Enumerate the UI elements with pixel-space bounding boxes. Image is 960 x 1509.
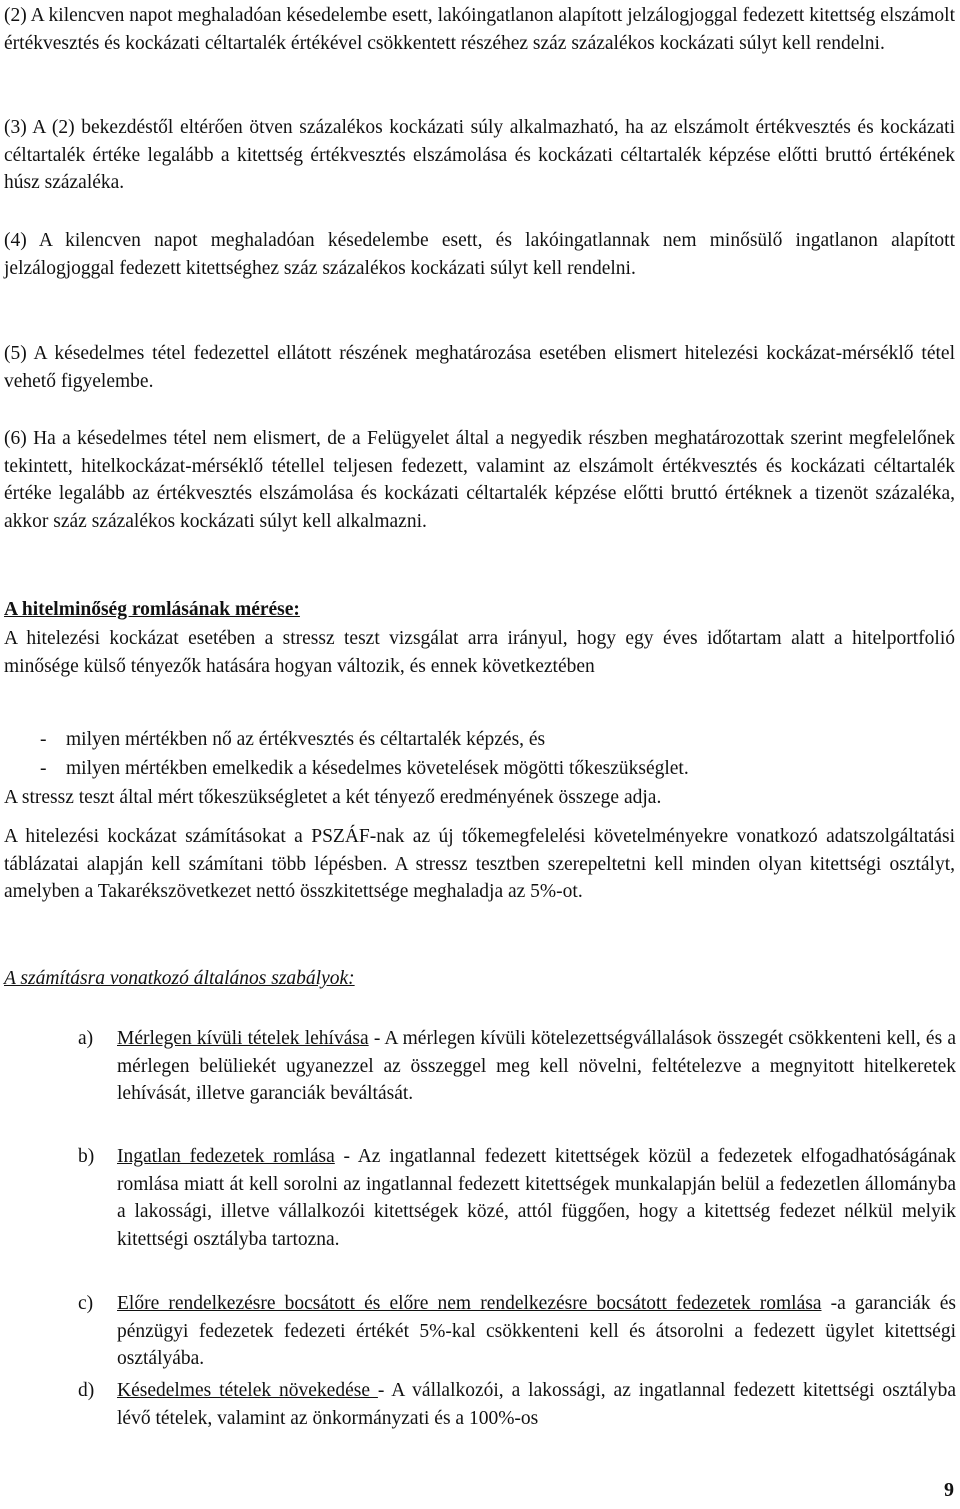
credit-summary: A stressz teszt által mért tőkeszükségletet a két tényező eredményének összege adja. bbox=[4, 787, 662, 808]
dash-item-text: milyen mértékben emelkedik a késedelmes követelések mögötti tőkeszükséglet. bbox=[66, 758, 689, 779]
paragraph-4: (4) A kilencven napot meghaladóan késedelembe esett, és lakóingatlannak nem minősülő ingatlanon alapított jelzálogjoggal fedezett kitettséghez száz százalékos kockázati súlyt kell rendelni. bbox=[4, 230, 955, 279]
rule-item-c bbox=[78, 1290, 956, 1373]
rule-item-term: Ingatlan fedezetek romlása bbox=[117, 1146, 335, 1167]
rule-item-label: a) bbox=[78, 1028, 94, 1049]
paragraph-2: (2) A kilencven napot meghaladóan késedelembe esett, lakóingatlanon alapított jelzálogjoggal fedezett kitettség elszámolt értékvesztés és kockázati céltartalék értékével csökkentett részéhez száz százalékos kockázati súlyt kell rendelni. bbox=[4, 5, 955, 54]
rule-item-a bbox=[78, 1025, 956, 1108]
dash-item bbox=[40, 755, 940, 783]
rule-item-text: - Az ingatlannal fedezett kitettségek közül a fedezetek elfogadhatóságának romlása miatt át kell sorolni az ingatlannal fedezett kitettségek munkalapján belül a fedezetlen állományba a lakossági, illetve vállalkozói kitettségek közé, attól függően, hogy a kitettség fedezet nélkül melyik kitettségi osztályba tartozna. bbox=[117, 1146, 956, 1250]
credit-intro: A hitelezési kockázat esetében a stressz teszt vizsgálat arra irányul, hogy egy éves időtartam alatt a hitelportfolió minősége külső tényezők hatására hogyan változik, és ennek következtében bbox=[4, 628, 955, 677]
rule-item-term: Késedelmes tételek növekedése bbox=[117, 1380, 378, 1401]
rule-item-label: c) bbox=[78, 1293, 94, 1314]
rule-item-term: Mérlegen kívüli tételek lehívása bbox=[117, 1028, 369, 1049]
page-number: 9 bbox=[944, 1479, 954, 1501]
dash-marker: - bbox=[40, 758, 47, 779]
rule-item-d bbox=[78, 1377, 956, 1432]
rule-item-label: b) bbox=[78, 1146, 95, 1167]
dash-marker: - bbox=[40, 729, 47, 750]
rule-item-text: - A mérlegen kívüli kötelezettségvállalások összegét csökkenteni kell, és a mérlegen belüliekét ugyanezzel az összeggel meg kell növelni, feltételezve a megnyitott hitelkeretek lehívását, illetve garanciák beváltását. bbox=[117, 1028, 957, 1104]
paragraph-6: (6) Ha a késedelmes tétel nem elismert, de a Felügyelet által a negyedik részben meghatározottak szerint megfelelőnek tekintett, hitelkockázat-mérséklő tétellel teljesen fedezett, valamint az elszámolt értékvesztés és kockázati céltartalék értéke legalább az értékvesztés elszámolása és kockázati céltartalék képzése előtti bruttó értéknek a tizenöt százaléka, akkor száz százalékos kockázati súlyt kell alkalmazni. bbox=[4, 428, 955, 532]
rule-item-text: -a garanciák és pénzügyi fedezetek fedezeti értékét 5%-kal csökkenteni kell és átsorolni a fedezett ügylet kitettségi osztályába. bbox=[117, 1293, 956, 1369]
rule-item-label: d) bbox=[78, 1380, 95, 1401]
rule-item-term: Előre rendelkezésre bocsátott és előre nem rendelkezésre bocsátott fedezetek romlása bbox=[117, 1293, 822, 1314]
credit-paragraph-2: A hitelezési kockázat számításokat a PSZÁF-nak az új tőkemegfelelési követelményekre vonatkozó adatszolgáltatási táblázatai alapján kell számítani több lépésben. A stressz tesztben szerepeltetni kell minden olyan kitettségi osztályt, amelyben a Takarékszövetkezet nettó összkitettsége meghaladja az 5%-ot. bbox=[4, 826, 955, 902]
rule-item-b bbox=[78, 1143, 956, 1253]
paragraph-5: (5) A késedelmes tétel fedezettel ellátott részének meghatározása esetében elismert hitelezési kockázat-mérséklő tétel vehető figyelembe. bbox=[4, 343, 955, 392]
dash-item bbox=[40, 726, 940, 754]
paragraph-3: (3) A (2) bekezdéstől eltérően ötven százalékos kockázati súly alkalmazható, ha az elszámolt értékvesztés és kockázati céltartalék értéke legalább a kitettség értékvesztés elszámolása és kockázati céltartalék képzése előtti bruttó értékének húsz százaléka. bbox=[4, 117, 955, 193]
section-title-general-rules: A számításra vonatkozó általános szabályok: bbox=[4, 968, 355, 989]
dash-item-text: milyen mértékben nő az értékvesztés és céltartalék képzés, és bbox=[66, 729, 546, 750]
rule-item-text: - A vállalkozói, a lakossági, az ingatlannal fedezett kitettségi osztályba lévő tételek, valamint az önkormányzati és a 100%-os bbox=[117, 1380, 956, 1429]
section-title-credit-quality: A hitelminőség romlásának mérése: bbox=[4, 599, 300, 620]
